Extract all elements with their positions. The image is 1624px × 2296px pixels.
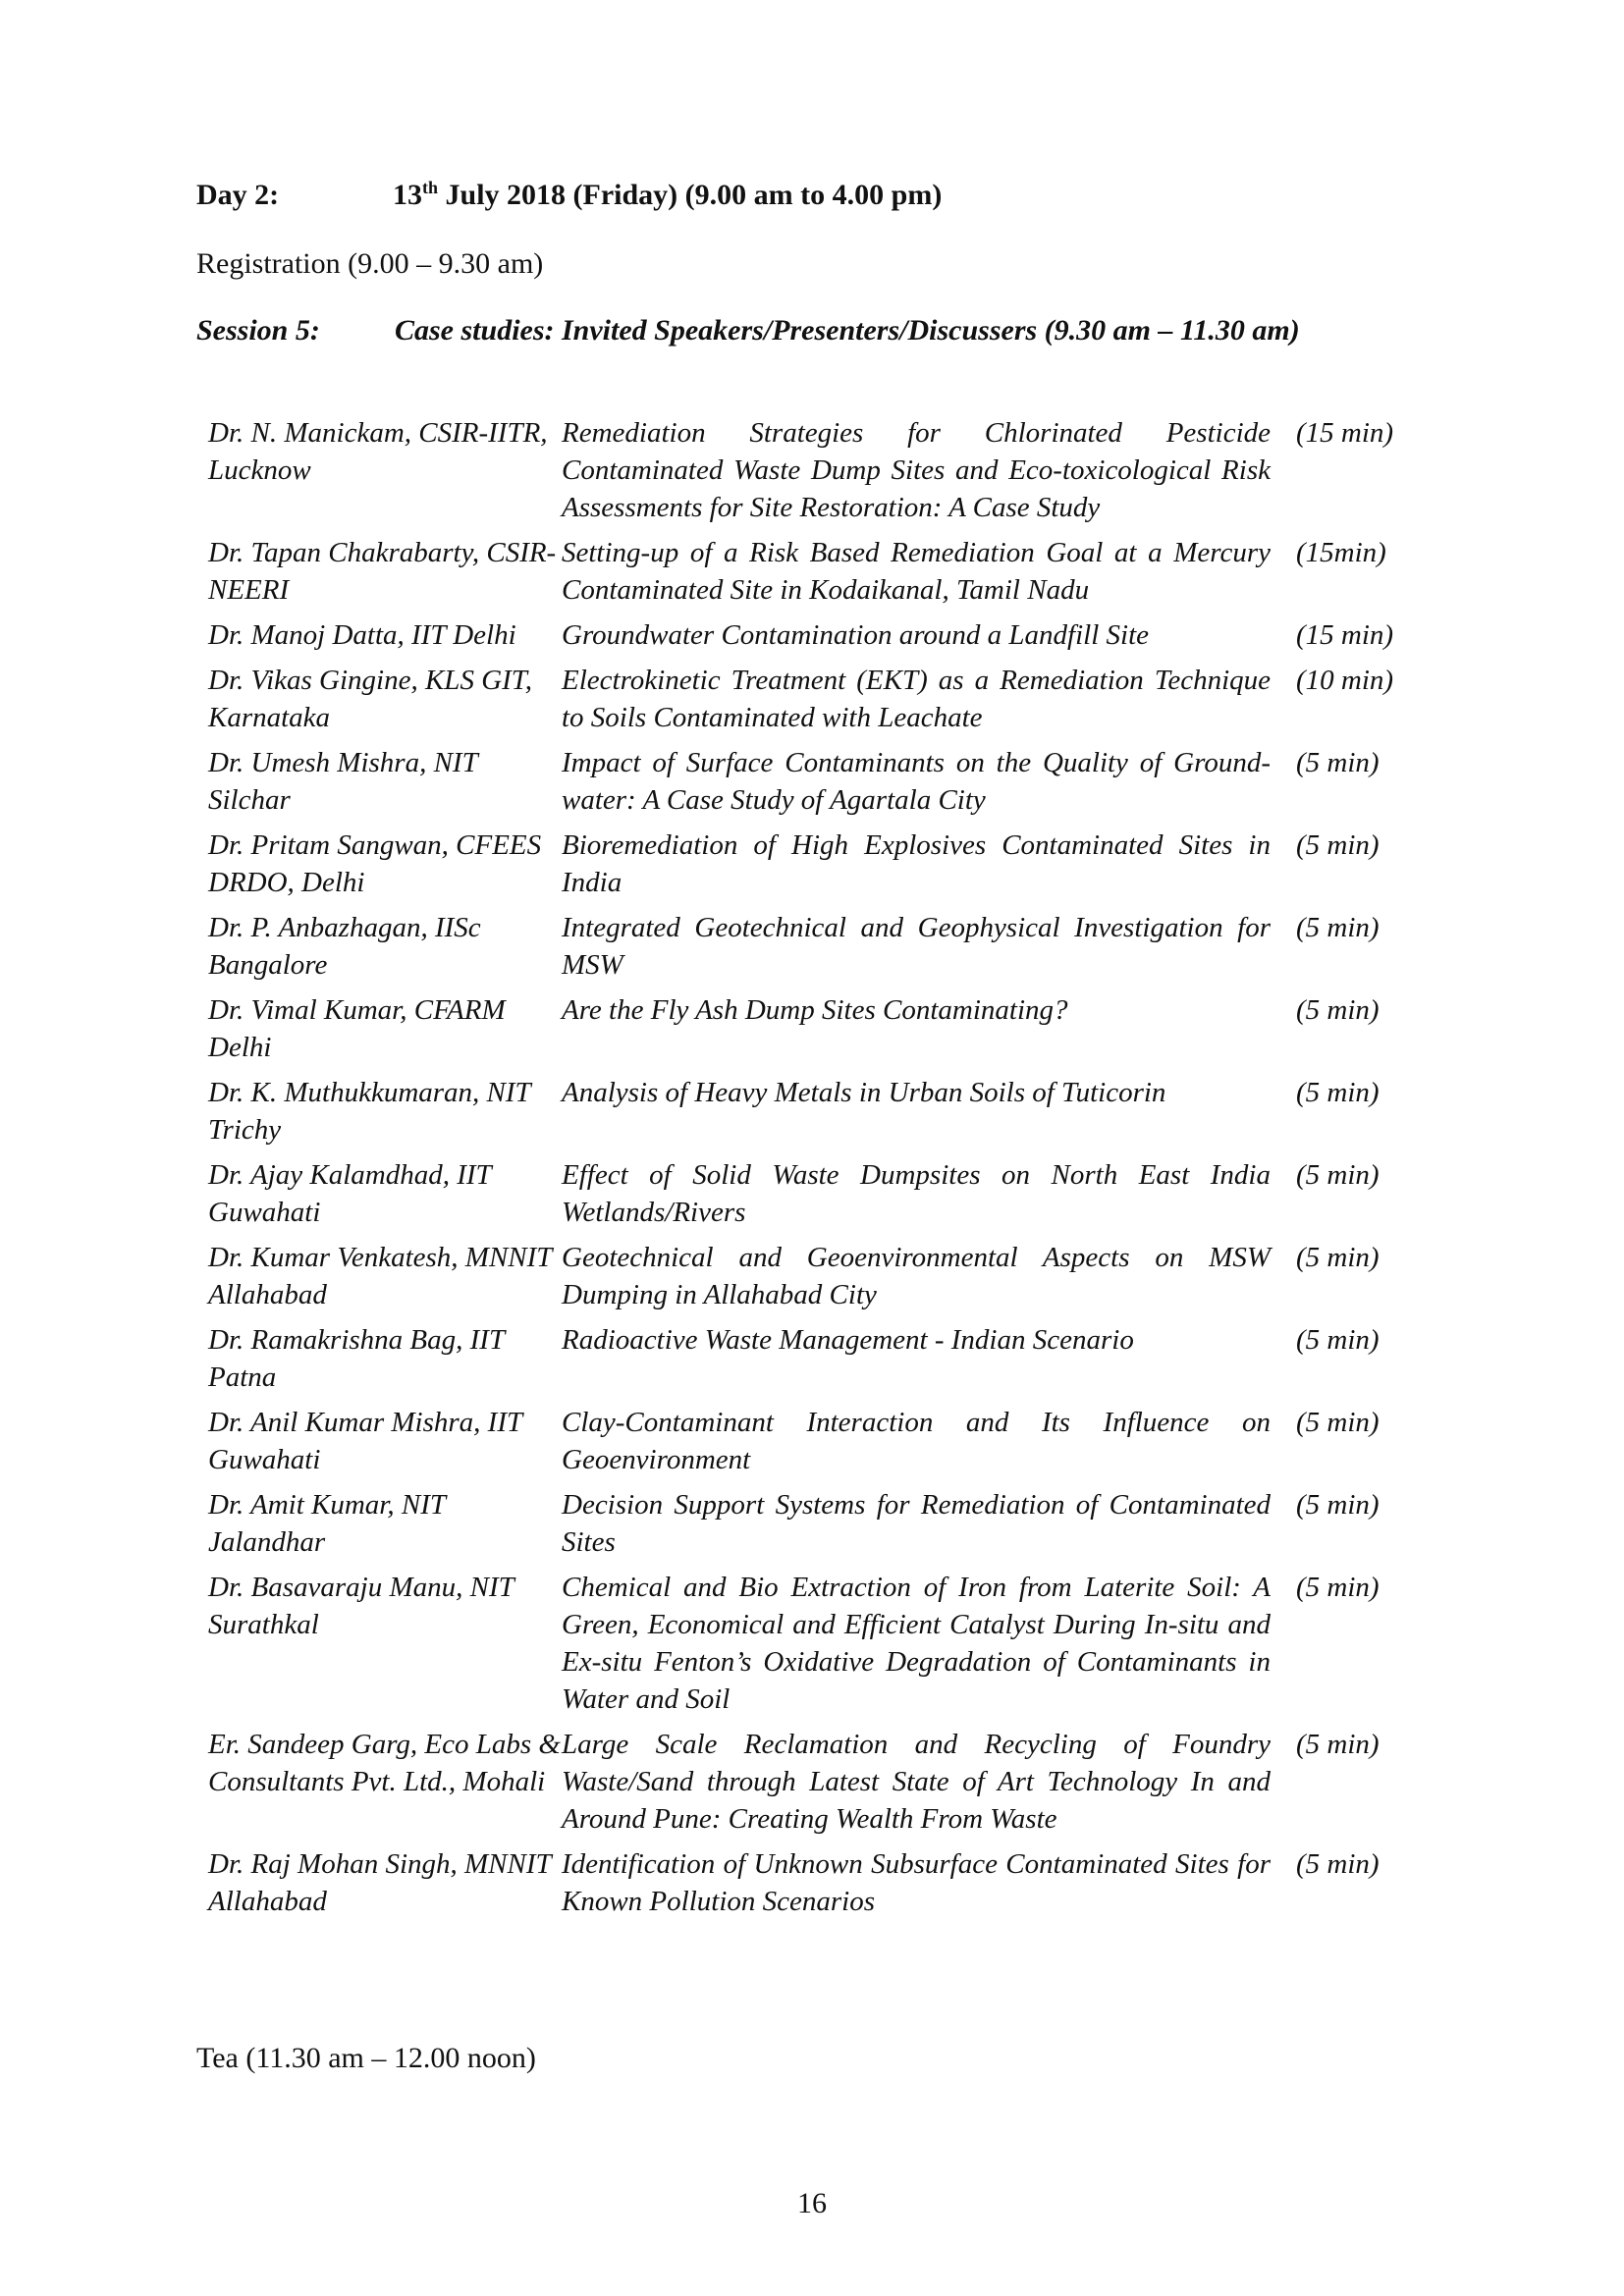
table-row bbox=[208, 1404, 1421, 1486]
talk-title-cell: Geotechnical and Geoenvironmental Aspects on MSW Dumping in Allahabad City bbox=[562, 1242, 1271, 1310]
duration-cell: (5 min) bbox=[1296, 747, 1380, 778]
table-row bbox=[208, 991, 1421, 1074]
duration-cell: (5 min) bbox=[1296, 1242, 1380, 1273]
duration-cell: (10 min) bbox=[1296, 665, 1394, 696]
talk-title-cell: Chemical and Bio Extraction of Iron from Laterite Soil: A Green, Economical and Efficient Catalyst During In-situ and Ex-situ Fenton’s Oxidative Degradation of Contaminants in Water and Soil bbox=[562, 1572, 1271, 1715]
talk-title-cell: Are the Fly Ash Dump Sites Contaminating? bbox=[562, 994, 1068, 1026]
duration-cell: (5 min) bbox=[1296, 1077, 1380, 1108]
registration-line: Registration (9.00 – 9.30 am) bbox=[196, 247, 544, 280]
program-table-body bbox=[208, 414, 1421, 1928]
duration-cell: (15 min) bbox=[1296, 619, 1394, 651]
day-heading bbox=[196, 177, 942, 214]
table-row bbox=[208, 616, 1421, 662]
talk-title-cell: Groundwater Contamination around a Landfill Site bbox=[562, 619, 1150, 651]
duration-cell: (15min) bbox=[1296, 537, 1386, 568]
talk-title-cell: Clay-Contaminant Interaction and Its Influence on Geoenvironment bbox=[562, 1407, 1271, 1475]
speaker-cell: Dr. Anil Kumar Mishra, IIT Guwahati bbox=[208, 1407, 522, 1475]
speaker-cell: Dr. Ramakrishna Bag, IIT Patna bbox=[208, 1324, 505, 1393]
page-number: 16 bbox=[797, 2187, 827, 2219]
speaker-cell: Dr. K. Muthukkumaran, NIT Trichy bbox=[208, 1077, 531, 1146]
session-heading bbox=[196, 312, 1300, 349]
talk-title-cell: Radioactive Waste Management - Indian Scenario bbox=[562, 1324, 1134, 1356]
talk-title-cell: Identification of Unknown Subsurface Contaminated Sites for Known Pollution Scenarios bbox=[562, 1848, 1271, 1917]
speaker-cell: Dr. Kumar Venkatesh, MNNIT Allahabad bbox=[208, 1242, 552, 1310]
duration-cell: (5 min) bbox=[1296, 994, 1380, 1026]
day-date-number: 13 bbox=[393, 179, 422, 211]
day-label: Day 2: bbox=[196, 179, 280, 211]
talk-title-cell: Bioremediation of High Explosives Contaminated Sites in India bbox=[562, 829, 1271, 898]
talk-title-cell: Decision Support Systems for Remediation of Contaminated Sites bbox=[562, 1489, 1271, 1558]
duration-cell: (5 min) bbox=[1296, 1159, 1380, 1191]
speaker-cell: Dr. N. Manickam, CSIR-IITR, Lucknow bbox=[208, 417, 548, 486]
speaker-cell: Dr. Manoj Datta, IIT Delhi bbox=[208, 619, 516, 651]
program-table bbox=[208, 414, 1421, 1928]
speaker-cell: Dr. Basavaraju Manu, NIT Surathkal bbox=[208, 1572, 514, 1640]
session-title: Case studies: Invited Speakers/Presenters/Discussers (9.30 am – 11.30 am) bbox=[395, 314, 1300, 347]
duration-cell: (5 min) bbox=[1296, 1324, 1380, 1356]
duration-cell: (5 min) bbox=[1296, 1489, 1380, 1521]
day-date-suffix: th bbox=[422, 178, 439, 197]
talk-title-cell: Electrokinetic Treatment (EKT) as a Remediation Technique to Soils Contaminated with Leachate bbox=[562, 665, 1271, 733]
table-row bbox=[208, 414, 1421, 534]
duration-cell: (5 min) bbox=[1296, 912, 1380, 943]
speaker-cell: Er. Sandeep Garg, Eco Labs & Consultants Pvt. Ltd., Mohali bbox=[208, 1729, 561, 1797]
table-row bbox=[208, 1726, 1421, 1845]
duration-cell: (15 min) bbox=[1296, 417, 1394, 449]
table-row bbox=[208, 827, 1421, 909]
table-row bbox=[208, 1074, 1421, 1156]
speaker-cell: Dr. Vimal Kumar, CFARM Delhi bbox=[208, 994, 506, 1063]
table-row bbox=[208, 534, 1421, 616]
duration-cell: (5 min) bbox=[1296, 1572, 1380, 1603]
duration-cell: (5 min) bbox=[1296, 1848, 1380, 1880]
speaker-cell: Dr. Umesh Mishra, NIT Silchar bbox=[208, 747, 478, 816]
table-row bbox=[208, 1845, 1421, 1928]
tea-break: Tea (11.30 am – 12.00 noon) bbox=[196, 2042, 536, 2074]
talk-title-cell: Integrated Geotechnical and Geophysical Investigation for MSW bbox=[562, 912, 1271, 981]
table-row bbox=[208, 1321, 1421, 1404]
duration-cell: (5 min) bbox=[1296, 1729, 1380, 1760]
session-label: Session 5: bbox=[196, 314, 320, 347]
speaker-cell: Dr. P. Anbazhagan, IISc Bangalore bbox=[208, 912, 481, 981]
table-row bbox=[208, 662, 1421, 744]
talk-title-cell: Analysis of Heavy Metals in Urban Soils of Tuticorin bbox=[562, 1077, 1166, 1108]
duration-cell: (5 min) bbox=[1296, 829, 1380, 861]
speaker-cell: Dr. Amit Kumar, NIT Jalandhar bbox=[208, 1489, 446, 1558]
table-row bbox=[208, 1156, 1421, 1239]
table-row bbox=[208, 1239, 1421, 1321]
talk-title-cell: Large Scale Reclamation and Recycling of Foundry Waste/Sand through Latest State of Art Technology In and Around Pune: Creating Wealth From Waste bbox=[562, 1729, 1271, 1835]
talk-title-cell: Remediation Strategies for Chlorinated Pesticide Contaminated Waste Dump Sites and Eco-toxicological Risk Assessments for Site Restoration: A Case Study bbox=[562, 417, 1271, 523]
day-date-rest: July 2018 (Friday) (9.00 am to 4.00 pm) bbox=[438, 179, 943, 211]
table-row bbox=[208, 909, 1421, 991]
table-row bbox=[208, 1486, 1421, 1569]
talk-title-cell: Effect of Solid Waste Dumpsites on North East India Wetlands/Rivers bbox=[562, 1159, 1271, 1228]
table-row bbox=[208, 744, 1421, 827]
speaker-cell: Dr. Vikas Gingine, KLS GIT, Karnataka bbox=[208, 665, 533, 733]
speaker-cell: Dr. Raj Mohan Singh, MNNIT Allahabad bbox=[208, 1848, 552, 1917]
speaker-cell: Dr. Tapan Chakrabarty, CSIR-NEERI bbox=[208, 537, 557, 606]
talk-title-cell: Setting-up of a Risk Based Remediation Goal at a Mercury Contaminated Site in Kodaikanal, Tamil Nadu bbox=[562, 537, 1271, 606]
duration-cell: (5 min) bbox=[1296, 1407, 1380, 1438]
speaker-cell: Dr. Pritam Sangwan, CFEES DRDO, Delhi bbox=[208, 829, 542, 898]
table-row bbox=[208, 1569, 1421, 1726]
speaker-cell: Dr. Ajay Kalamdhad, IIT Guwahati bbox=[208, 1159, 492, 1228]
talk-title-cell: Impact of Surface Contaminants on the Quality of Ground-water: A Case Study of Agartala City bbox=[562, 747, 1271, 816]
